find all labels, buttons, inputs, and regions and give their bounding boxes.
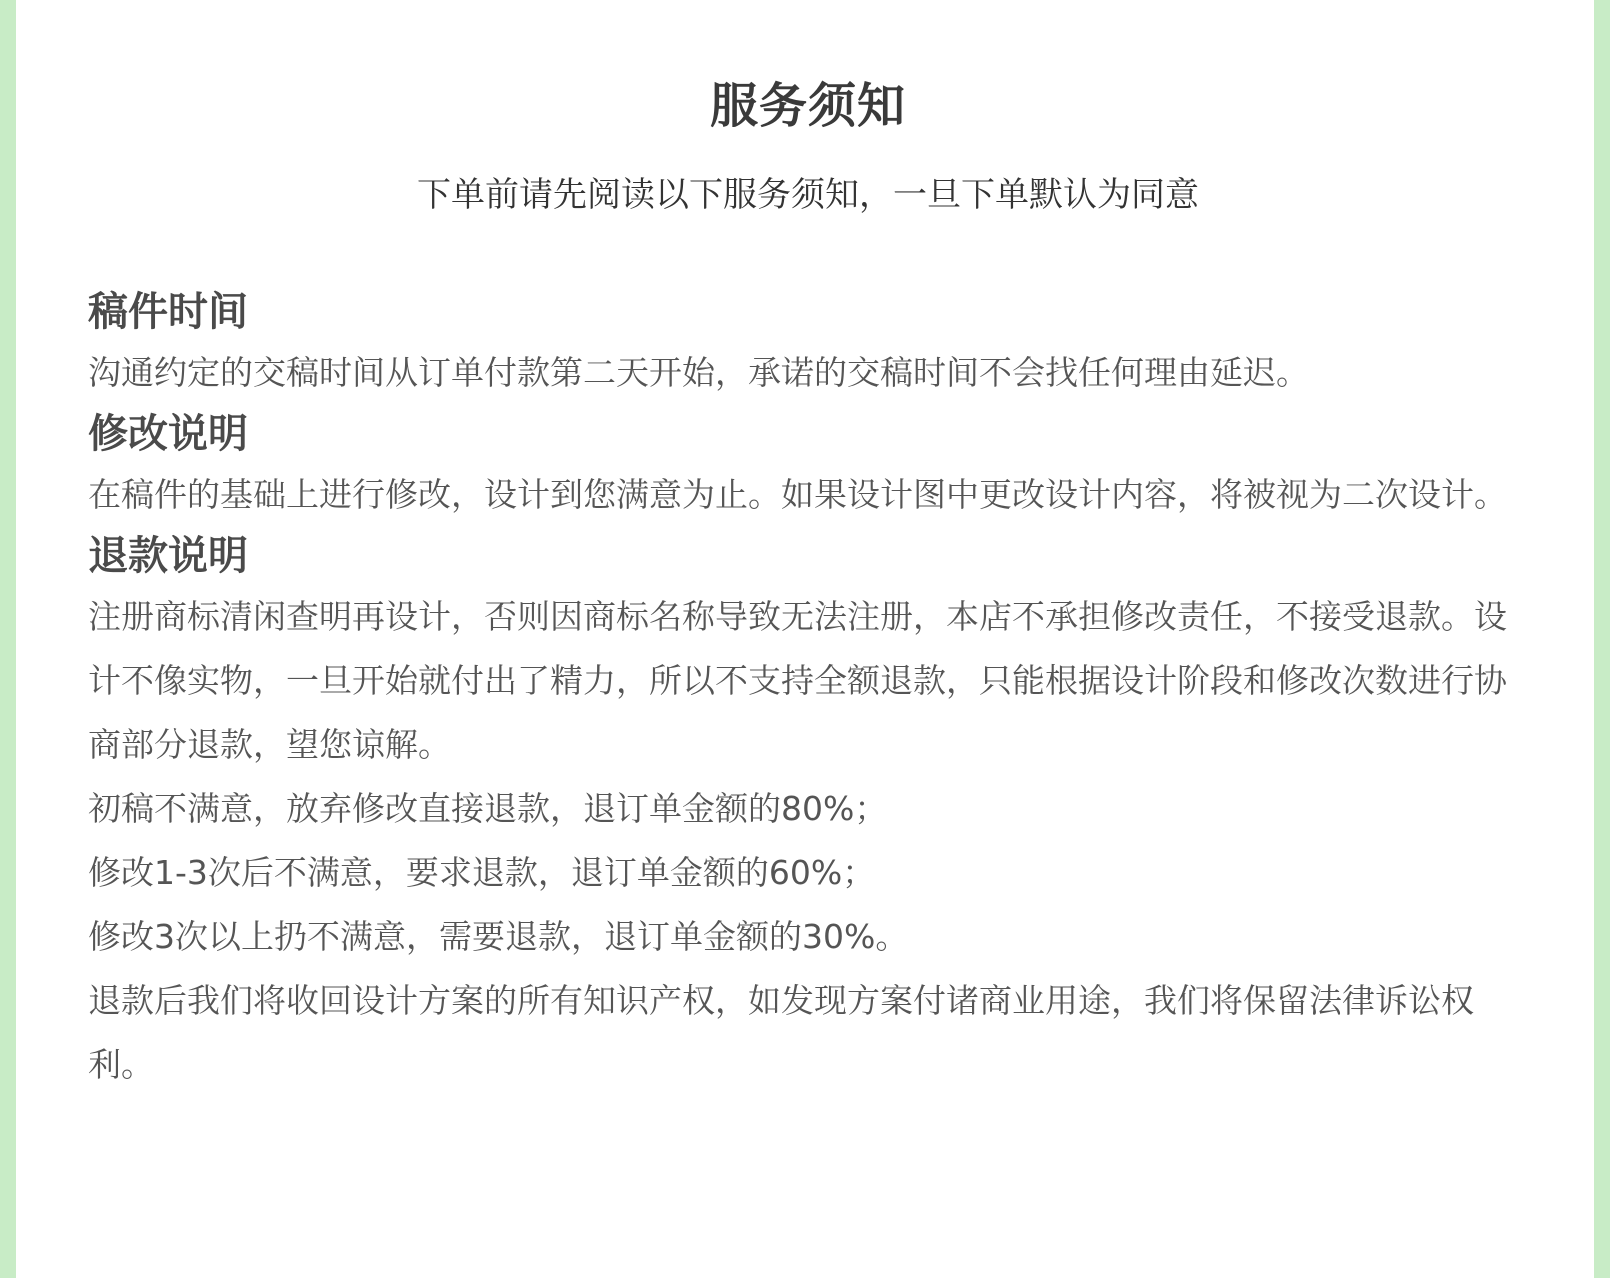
revision-text: 在稿件的基础上进行修改，设计到您满意为止。如果设计图中更改设计内容，将被视为二次设计。 xyxy=(88,475,1507,514)
left-border xyxy=(0,0,16,1278)
refund-rule-1-3-revisions: 修改1-3次后不满意，要求退款，退订单金额的60%； xyxy=(88,853,876,892)
refund-policy-text: 注册商标清闲查明再设计，否则因商标名称导致无法注册，本店不承担修改责任，不接受退款。设计不像实物，一旦开始就付出了精力，所以不支持全额退款，只能根据设计阶段和修改次数进行协商部分退款，望您谅解。 xyxy=(88,597,1507,764)
refund-ip-rights-text: 退款后我们将收回设计方案的所有知识产权，如发现方案付诸商业用途，我们将保留法律诉讼权利。 xyxy=(88,981,1474,1084)
section-heading-revision: 修改说明 xyxy=(88,411,248,457)
refund-rule-3-plus-revisions: 修改3次以上扔不满意，需要退款，退订单金额的30%。 xyxy=(88,917,909,956)
section-heading-refund: 退款说明 xyxy=(88,533,248,579)
delivery-time-text: 沟通约定的交稿时间从订单付款第二天开始，承诺的交稿时间不会找任何理由延迟。 xyxy=(88,353,1309,392)
refund-rule-first-draft: 初稿不满意，放弃修改直接退款，退订单金额的80%； xyxy=(88,789,888,828)
page-title: 服务须知 xyxy=(709,78,906,134)
page-subtitle: 下单前请先阅读以下服务须知，一旦下单默认为同意 xyxy=(417,175,1199,215)
right-border xyxy=(1594,0,1610,1278)
section-heading-delivery-time: 稿件时间 xyxy=(88,289,248,335)
notice-body xyxy=(88,283,1528,1097)
